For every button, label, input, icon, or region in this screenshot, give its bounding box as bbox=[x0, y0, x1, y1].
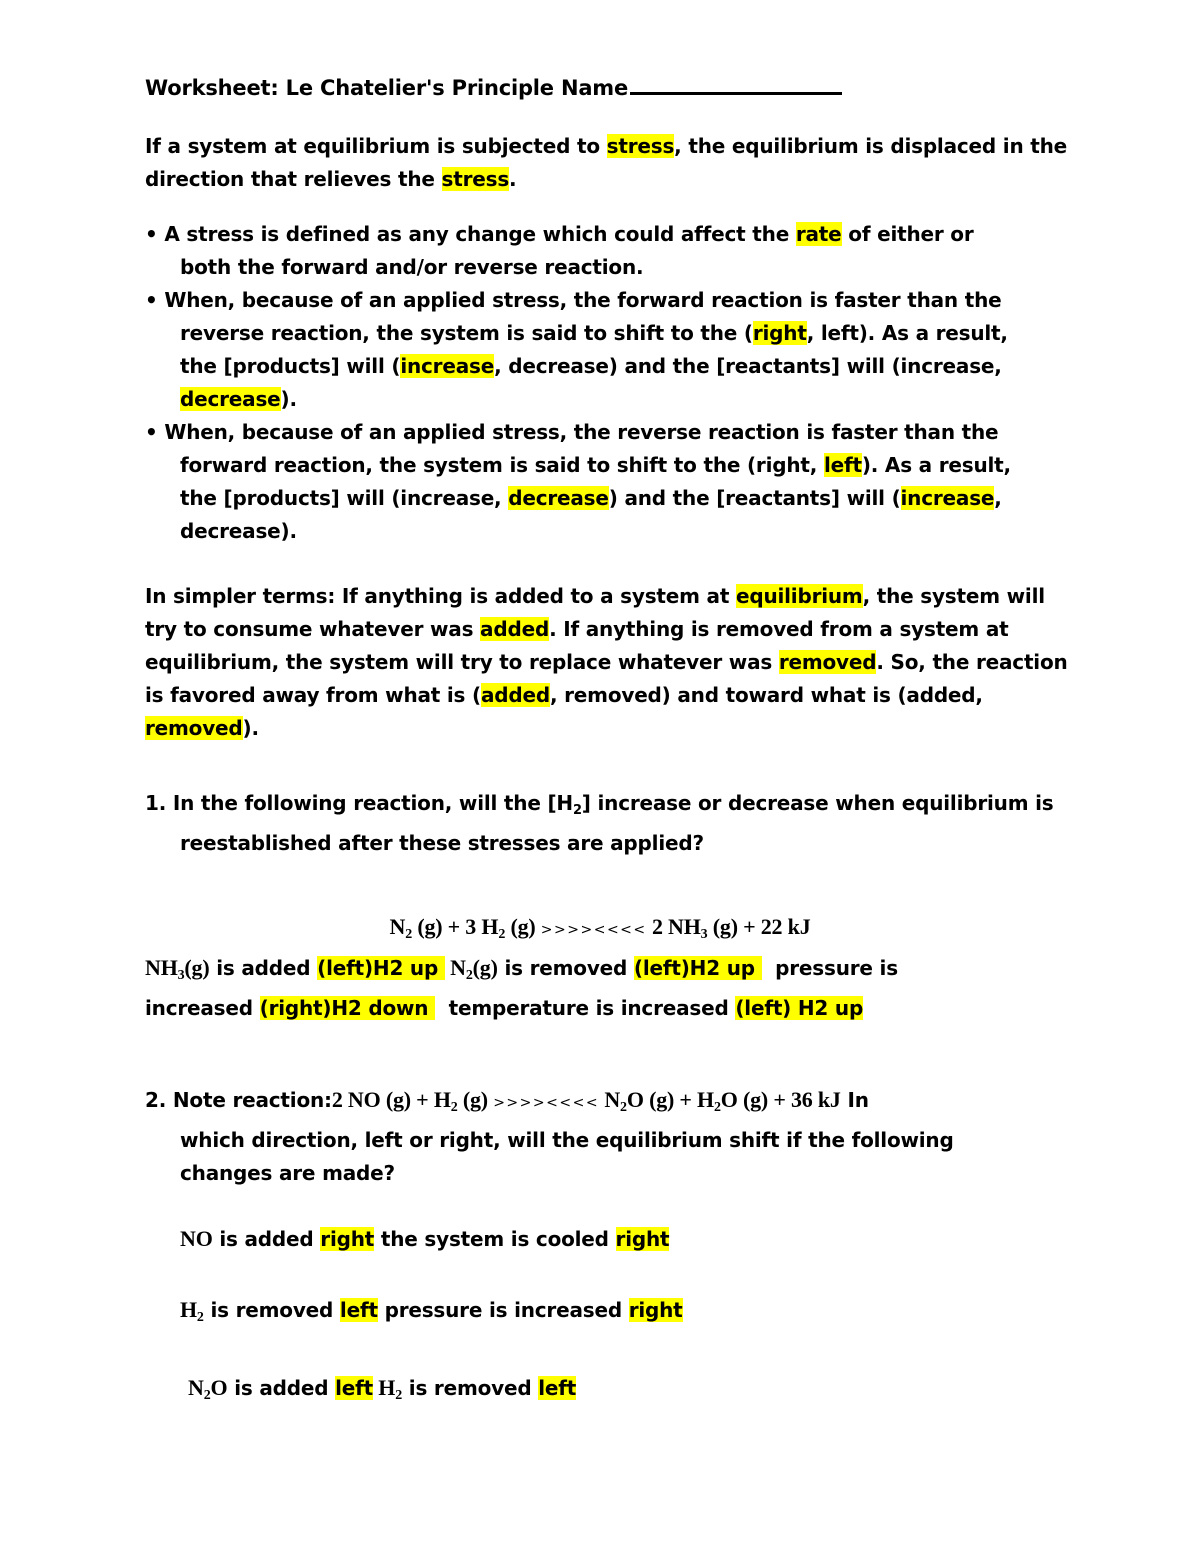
text-segment: changes are made? bbox=[180, 1161, 395, 1185]
text-segment: (g) bbox=[505, 914, 541, 939]
page-title: Worksheet: Le Chatelier's Principle Name bbox=[145, 76, 629, 100]
highlighted-text: (left) H2 up bbox=[735, 996, 864, 1020]
text-segment: In simpler terms: If anything is added to a system at bbox=[145, 584, 736, 608]
highlighted-text: (left)H2 up bbox=[317, 956, 445, 980]
text-segment: ). bbox=[280, 387, 297, 411]
text-segment: , decrease) and the [reactants] will (increase, bbox=[494, 354, 1002, 378]
text-segment: increased bbox=[145, 996, 260, 1020]
text-segment: 2 bbox=[450, 1100, 458, 1115]
text-segment: pressure is bbox=[761, 956, 898, 980]
text-segment: • A stress is defined as any change which could affect the bbox=[145, 222, 796, 246]
text-segment: the system is cooled bbox=[374, 1227, 616, 1251]
text-line bbox=[145, 284, 1100, 317]
text-segment: 2 bbox=[713, 1100, 721, 1115]
text-line bbox=[145, 992, 1100, 1025]
text-segment: both the forward and/or reverse reaction. bbox=[180, 255, 644, 279]
text-segment: NO bbox=[180, 1226, 213, 1251]
text-segment: ] increase or decrease when equilibrium is bbox=[581, 791, 1054, 815]
text-line bbox=[145, 712, 1100, 745]
highlighted-text: right bbox=[320, 1227, 375, 1251]
text-segment: (g) bbox=[472, 955, 498, 980]
text-line bbox=[145, 218, 1100, 251]
text-line bbox=[145, 1157, 1100, 1190]
text-line bbox=[145, 827, 1100, 860]
text-segment: , removed) and toward what is (added, bbox=[549, 683, 983, 707]
text-segment: ). bbox=[242, 716, 259, 740]
text-segment: ). As a result, bbox=[861, 453, 1011, 477]
text-segment: . bbox=[509, 167, 517, 191]
text-segment: O bbox=[210, 1375, 228, 1400]
text-segment: is added bbox=[212, 1227, 321, 1251]
text-line bbox=[145, 787, 1100, 827]
text-segment: try to consume whatever was bbox=[145, 617, 481, 641]
highlighted-text: equilibrium bbox=[735, 584, 863, 608]
text-segment: , the equilibrium is displaced in the bbox=[674, 134, 1068, 158]
text-line bbox=[145, 163, 1100, 196]
text-segment: is favored away from what is ( bbox=[145, 683, 481, 707]
highlighted-text: right bbox=[752, 321, 807, 345]
text-segment: forward reaction, the system is said to shift to the (right, bbox=[180, 453, 824, 477]
text-segment: (g) + 3 H bbox=[412, 914, 499, 939]
text-segment: N bbox=[389, 914, 406, 939]
text-line bbox=[145, 646, 1100, 679]
highlighted-text: added bbox=[480, 617, 550, 641]
highlighted-text: left bbox=[538, 1376, 577, 1400]
text-segment: 3 bbox=[177, 968, 185, 983]
text-line bbox=[145, 679, 1100, 712]
text-segment: 2 NO (g) + H bbox=[331, 1087, 451, 1112]
text-segment: 2 bbox=[620, 1100, 627, 1115]
bullet-list bbox=[145, 218, 1100, 548]
question-2 bbox=[145, 1083, 1100, 1190]
text-segment: which direction, left or right, will the equilibrium shift if the following bbox=[180, 1128, 954, 1152]
text-line bbox=[145, 317, 1100, 350]
highlighted-text: right bbox=[615, 1227, 670, 1251]
text-segment: the [products] will ( bbox=[180, 354, 401, 378]
highlighted-text: (left)H2 up bbox=[633, 956, 762, 980]
text-segment: , bbox=[994, 486, 1002, 510]
text-segment: decrease). bbox=[180, 519, 297, 543]
text-line bbox=[145, 350, 1100, 383]
text-segment: H bbox=[180, 1297, 197, 1322]
text-segment: N bbox=[444, 955, 466, 980]
text-segment: • When, because of an applied stress, the reverse reaction is faster than the bbox=[145, 420, 999, 444]
text-segment: is removed bbox=[402, 1376, 539, 1400]
text-line bbox=[145, 910, 1100, 951]
text-segment: 1. In the following reaction, will the [H bbox=[145, 791, 573, 815]
highlighted-text: left bbox=[335, 1376, 373, 1400]
text-segment: >>>><<<< bbox=[540, 922, 647, 938]
text-segment: equilibrium, the system will try to replace whatever was bbox=[145, 650, 779, 674]
text-segment: >>>><<<< bbox=[493, 1095, 600, 1111]
highlighted-text: stress bbox=[606, 134, 675, 158]
text-segment: N bbox=[599, 1087, 621, 1112]
text-segment: of either or bbox=[841, 222, 974, 246]
highlighted-text: removed bbox=[778, 650, 877, 674]
text-line bbox=[145, 1371, 1100, 1412]
text-segment: 2 bbox=[203, 1388, 211, 1403]
text-segment: the [products] will (increase, bbox=[180, 486, 509, 510]
text-line bbox=[145, 383, 1100, 416]
highlighted-text: increase bbox=[900, 486, 995, 510]
text-line bbox=[145, 1083, 1100, 1124]
text-segment: (g) bbox=[457, 1087, 494, 1112]
text-segment: In bbox=[840, 1088, 869, 1112]
text-segment: 2. Note reaction: bbox=[145, 1088, 332, 1112]
text-segment: is removed bbox=[497, 956, 634, 980]
text-segment: reverse reaction, the system is said to shift to the ( bbox=[180, 321, 753, 345]
text-line bbox=[145, 1222, 1100, 1256]
text-segment: 3 bbox=[700, 927, 708, 942]
text-line bbox=[145, 1293, 1100, 1334]
highlighted-text: left bbox=[823, 453, 862, 477]
text-segment: • When, because of an applied stress, the forward reaction is faster than the bbox=[145, 288, 1002, 312]
text-segment: , left). As a result, bbox=[806, 321, 1008, 345]
text-segment: pressure is increased bbox=[377, 1298, 629, 1322]
text-segment: is added bbox=[227, 1376, 336, 1400]
highlighted-text: rate bbox=[795, 222, 842, 246]
highlighted-text: stress bbox=[441, 167, 510, 191]
text-segment: N bbox=[188, 1375, 204, 1400]
text-line bbox=[145, 130, 1100, 163]
text-segment: 2 bbox=[498, 927, 506, 942]
text-line bbox=[145, 613, 1100, 646]
highlighted-text: removed bbox=[145, 716, 243, 740]
text-line bbox=[145, 580, 1100, 613]
text-line bbox=[145, 251, 1100, 284]
text-segment: (g) bbox=[184, 955, 210, 980]
text-segment: direction that relieves the bbox=[145, 167, 442, 191]
text-segment: 2 bbox=[572, 803, 582, 818]
text-segment: H bbox=[373, 1375, 396, 1400]
text-line bbox=[145, 449, 1100, 482]
text-segment: (g) + 22 kJ bbox=[707, 914, 811, 939]
highlighted-text: (right)H2 down bbox=[259, 996, 436, 1020]
text-segment: 2 bbox=[395, 1388, 403, 1403]
text-segment: O (g) + H bbox=[626, 1087, 714, 1112]
text-segment: is added bbox=[209, 956, 318, 980]
highlighted-text: decrease bbox=[180, 387, 281, 411]
highlighted-text: increase bbox=[400, 354, 495, 378]
text-segment: . So, the reaction bbox=[876, 650, 1068, 674]
reaction-equation-1 bbox=[145, 910, 1100, 951]
text-segment: temperature is increased bbox=[435, 996, 736, 1020]
question-2-answers bbox=[145, 1222, 1100, 1412]
text-segment: reestablished after these stresses are applied? bbox=[180, 831, 704, 855]
text-segment: O (g) + 36 kJ bbox=[720, 1087, 841, 1112]
text-segment: , the system will bbox=[862, 584, 1045, 608]
text-segment: ) and the [reactants] will ( bbox=[608, 486, 901, 510]
text-segment: 2 NH bbox=[646, 914, 701, 939]
highlighted-text: left bbox=[339, 1298, 378, 1322]
text-segment: 2 bbox=[405, 927, 413, 942]
text-segment: is removed bbox=[203, 1298, 340, 1322]
name-blank-line bbox=[630, 72, 842, 95]
text-segment: 2 bbox=[465, 968, 473, 983]
text-segment: NH bbox=[145, 955, 178, 980]
highlighted-text: added bbox=[480, 683, 550, 707]
question-1-answers bbox=[145, 951, 1100, 1025]
simpler-terms-paragraph bbox=[145, 580, 1100, 745]
text-segment: If a system at equilibrium is subjected to bbox=[145, 134, 607, 158]
highlighted-text: right bbox=[628, 1298, 683, 1322]
text-line bbox=[145, 416, 1100, 449]
text-segment: 2 bbox=[196, 1310, 204, 1325]
intro-paragraph bbox=[145, 130, 1100, 196]
question-1 bbox=[145, 787, 1100, 860]
text-line bbox=[145, 482, 1100, 515]
text-line bbox=[145, 951, 1100, 992]
text-line bbox=[145, 515, 1100, 548]
text-line bbox=[145, 1124, 1100, 1157]
highlighted-text: decrease bbox=[508, 486, 609, 510]
worksheet-title bbox=[145, 72, 1100, 105]
text-segment: . If anything is removed from a system at bbox=[549, 617, 1009, 641]
